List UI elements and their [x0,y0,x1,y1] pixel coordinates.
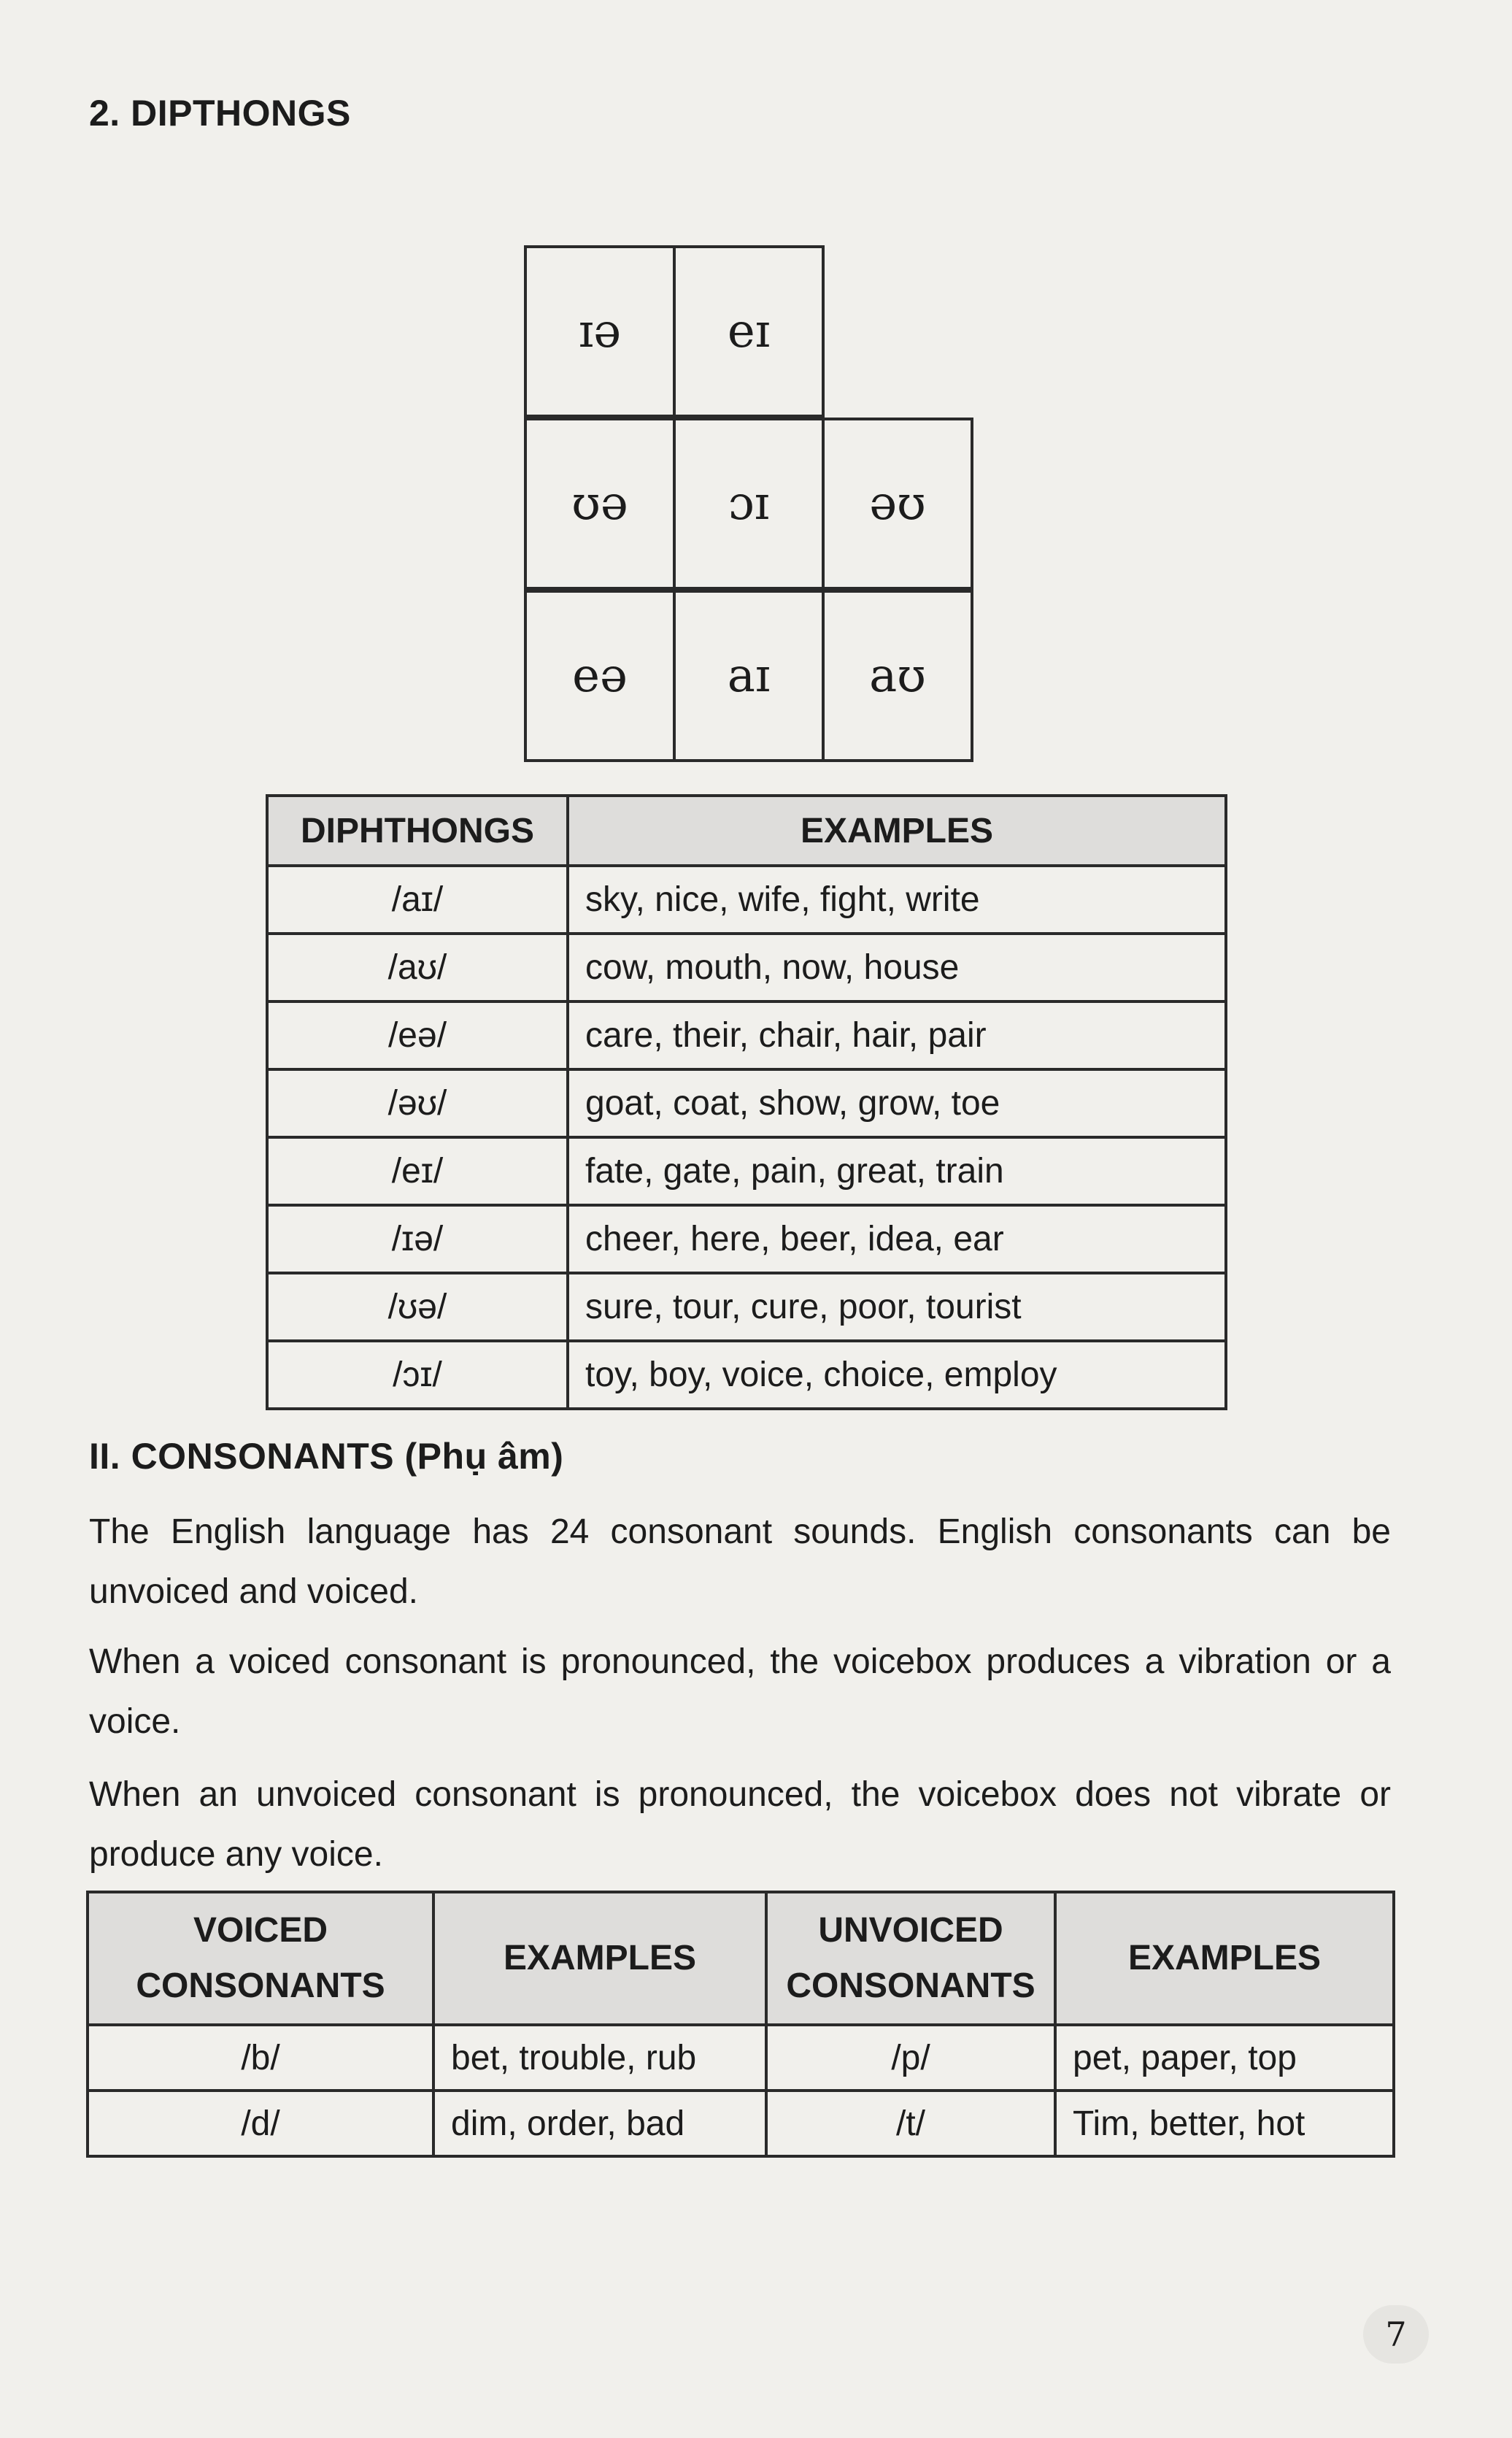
unvoiced-examples: pet, paper, top [1055,2025,1394,2091]
ipa-cell: eɪ [673,245,825,418]
paragraph: When a voiced consonant is pronounced, the voicebox produces a vibration or a voice. [89,1642,1391,1741]
paragraph: The English language has 24 consonant sounds. English consonants can be unvoiced and voiced. [89,1512,1391,1611]
column-header: DIPHTHONGS [267,796,568,866]
table-row [88,2091,1394,2156]
table-row [267,934,1226,1001]
diphthong-examples: care, their, chair, hair, pair [568,1001,1226,1069]
column-header: EXAMPLES [1055,1892,1394,2025]
table-row [267,1001,1226,1069]
column-header: VOICED CONSONANTS [88,1892,433,2025]
voiced-consonant: /d/ [88,2091,433,2156]
diphthong-examples: cow, mouth, now, house [568,934,1226,1001]
diphthong-symbol: /ɪə/ [267,1205,568,1273]
ipa-cell: ɪə [524,245,676,418]
table-header-row [88,1892,1394,2025]
diphthong-symbol: /aʊ/ [267,934,568,1001]
table-row [267,866,1226,934]
unvoiced-consonant: /t/ [766,2091,1055,2156]
ipa-cell: aʊ [822,590,973,762]
table-row [88,2025,1394,2091]
voiced-consonant: /b/ [88,2025,433,2091]
diphthong-symbol: /aɪ/ [267,866,568,934]
diphthong-examples: cheer, here, beer, idea, ear [568,1205,1226,1273]
column-header: UNVOICED CONSONANTS [766,1892,1055,2025]
consonant-table [86,1891,1395,2158]
unvoiced-examples: Tim, better, hot [1055,2091,1394,2156]
table-row [267,1273,1226,1341]
table-row [267,1341,1226,1409]
diphthong-symbol: /eɪ/ [267,1137,568,1205]
table-header-row [267,796,1226,866]
diphthong-examples: goat, coat, show, grow, toe [568,1069,1226,1137]
ipa-cell: ɔɪ [673,418,825,590]
diphthong-symbol: /eə/ [267,1001,568,1069]
page-number: 7 [1363,2305,1429,2364]
dipthongs-heading: 2. DIPTHONGS [89,93,351,134]
ipa-cell: əʊ [822,418,973,590]
ipa-cell: ʊə [524,418,676,590]
consonants-heading: II. CONSONANTS (Phụ âm) [89,1436,564,1477]
column-header: EXAMPLES [568,796,1226,866]
ipa-cell: eə [524,590,676,762]
diphthong-examples: fate, gate, pain, great, train [568,1137,1226,1205]
voiced-examples: dim, order, bad [433,2091,766,2156]
diphthong-symbol: /ʊə/ [267,1273,568,1341]
diphthong-examples: sure, tour, cure, poor, tourist [568,1273,1226,1341]
table-row [267,1205,1226,1273]
unvoiced-consonant: /p/ [766,2025,1055,2091]
diphthong-examples: sky, nice, wife, fight, write [568,866,1226,934]
diphthong-table [266,794,1227,1410]
voiced-examples: bet, trouble, rub [433,2025,766,2091]
diphthong-examples: toy, boy, voice, choice, employ [568,1341,1226,1409]
table-row [267,1137,1226,1205]
column-header: EXAMPLES [433,1892,766,2025]
paragraph: When an unvoiced consonant is pronounced, the voicebox does not vibrate or produce any voice. [89,1775,1391,1874]
ipa-cell: aɪ [673,590,825,762]
diphthong-symbol: /ɔɪ/ [267,1341,568,1409]
table-row [267,1069,1226,1137]
diphthong-symbol: /əʊ/ [267,1069,568,1137]
